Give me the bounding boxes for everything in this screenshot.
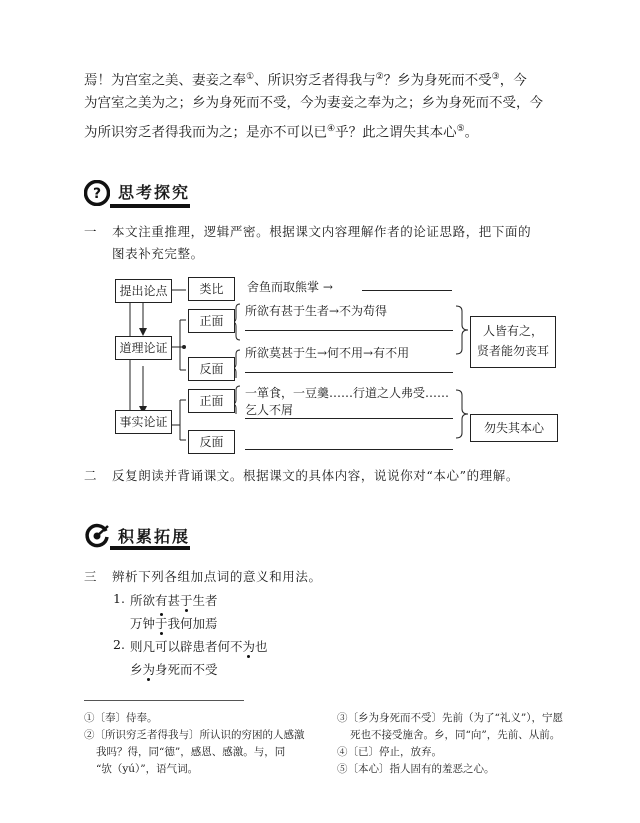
dotted-word: 为 <box>242 639 256 654</box>
intro-line-3: 为所识穷乏者得我而为之；是亦不可以已④乎？此之谓失其本心⑤。 <box>84 124 479 141</box>
negative-text-1: 所欲莫甚于生→何不用→有不用 <box>245 346 410 360</box>
analogy-text: 舍鱼而取熊掌 → <box>247 280 333 294</box>
positive-box-2: 正面 <box>188 389 235 413</box>
fact-box: 事实论证 <box>115 410 172 434</box>
dotted-word: 为 <box>142 662 156 677</box>
svg-text:?: ? <box>92 186 102 202</box>
section-title-accumulate: 积累拓展 <box>118 527 191 546</box>
footnote-2: ②〔所识穷乏者得我与〕所认识的穷困的人感激 <box>84 729 305 741</box>
question-number-1: 一 <box>84 224 98 239</box>
positive-text-2b: 乞人不屑 <box>245 403 294 417</box>
footnote-4: ④〔已〕停止，放弃。 <box>337 746 442 758</box>
conclusion-1-line-b: 贤者能勿丧耳 <box>476 344 549 358</box>
question-3-text: 辨析下列各组加点词的意义和用法。 <box>112 569 322 584</box>
question-number-3: 三 <box>84 569 98 584</box>
positive-box-1: 正面 <box>188 309 235 333</box>
positive-text-2a: 一箪食，一豆羹……行道之人弗受…… <box>245 386 450 400</box>
dotted-word: 于 <box>180 593 193 608</box>
item-1-line-b: 万钟于我何加焉 <box>130 616 218 631</box>
footnote-separator <box>84 700 244 701</box>
positive-text-1: 所欲有甚于生者→不为苟得 <box>245 304 388 318</box>
item-2-line-a: 则凡可以辟患者何不为也 <box>130 639 268 654</box>
reasoning-box: 道理论证 <box>115 336 172 360</box>
dotted-word: 于 <box>155 616 168 631</box>
blank-line-negative-2[interactable] <box>245 449 453 450</box>
blank-line-analogy[interactable] <box>362 290 452 291</box>
item-2-number: 2. <box>113 637 125 652</box>
question-number-2: 二 <box>84 468 98 483</box>
blank-line-positive-1[interactable] <box>245 330 453 331</box>
section-title-think: 思考探究 <box>118 183 191 202</box>
footnote-2-cont-b: “欤（yú）”，语气词。 <box>96 763 199 775</box>
question-2-text: 反复朗读并背诵课文。根据课文的具体内容，说说你对“本心”的理解。 <box>112 468 519 483</box>
item-1-number: 1. <box>113 591 125 606</box>
item-2-line-b: 乡为身死而不受 <box>130 662 218 677</box>
blank-line-positive-2[interactable] <box>245 418 453 419</box>
footnote-5: ⑤〔本心〕指人固有的羞恶之心。 <box>337 763 495 775</box>
conclusion-box-2: 勿失其本心 <box>470 414 558 442</box>
section-underline-2 <box>110 546 190 550</box>
intro-line-1: 焉！为宫室之美、妻妾之奉①、所识穷乏者得我与②？乡为身死而不受③，今 <box>84 72 527 89</box>
item-1-line-a: 所欲有甚于生者 <box>130 593 218 608</box>
conclusion-1-line-a: 人皆有之， <box>482 324 543 338</box>
conclusion-box-1 <box>470 316 556 368</box>
lead-argument-box: 提出论点 <box>115 279 172 303</box>
analogy-box: 类比 <box>188 277 235 301</box>
question-1-text-cont: 图表补充完整。 <box>112 246 204 261</box>
footnote-2-cont-a: 我吗？得，同“德”，感恩、感激。与，同 <box>96 746 286 758</box>
footnote-3-cont: 死也不接受施舍。乡，同“向”，先前、从前。 <box>350 729 561 741</box>
accumulate-expand-icon <box>84 523 110 549</box>
footnote-3: ③〔乡为身死而不受〕先前（为了“礼义”），宁愿 <box>337 712 563 724</box>
question-1-text: 本文注重推理，逻辑严密。根据课文内容理解作者的论证思路，把下面的 <box>112 224 532 239</box>
intro-line-2: 为宫室之美为之；乡为身死而不受，今为妻妾之奉为之；乡为身死而不受，今 <box>84 95 543 111</box>
negative-box-1: 反面 <box>188 357 235 381</box>
negative-box-2: 反面 <box>188 430 235 454</box>
blank-line-negative-1[interactable] <box>245 372 453 373</box>
footnote-1: ①〔奉〕侍奉。 <box>84 712 158 724</box>
